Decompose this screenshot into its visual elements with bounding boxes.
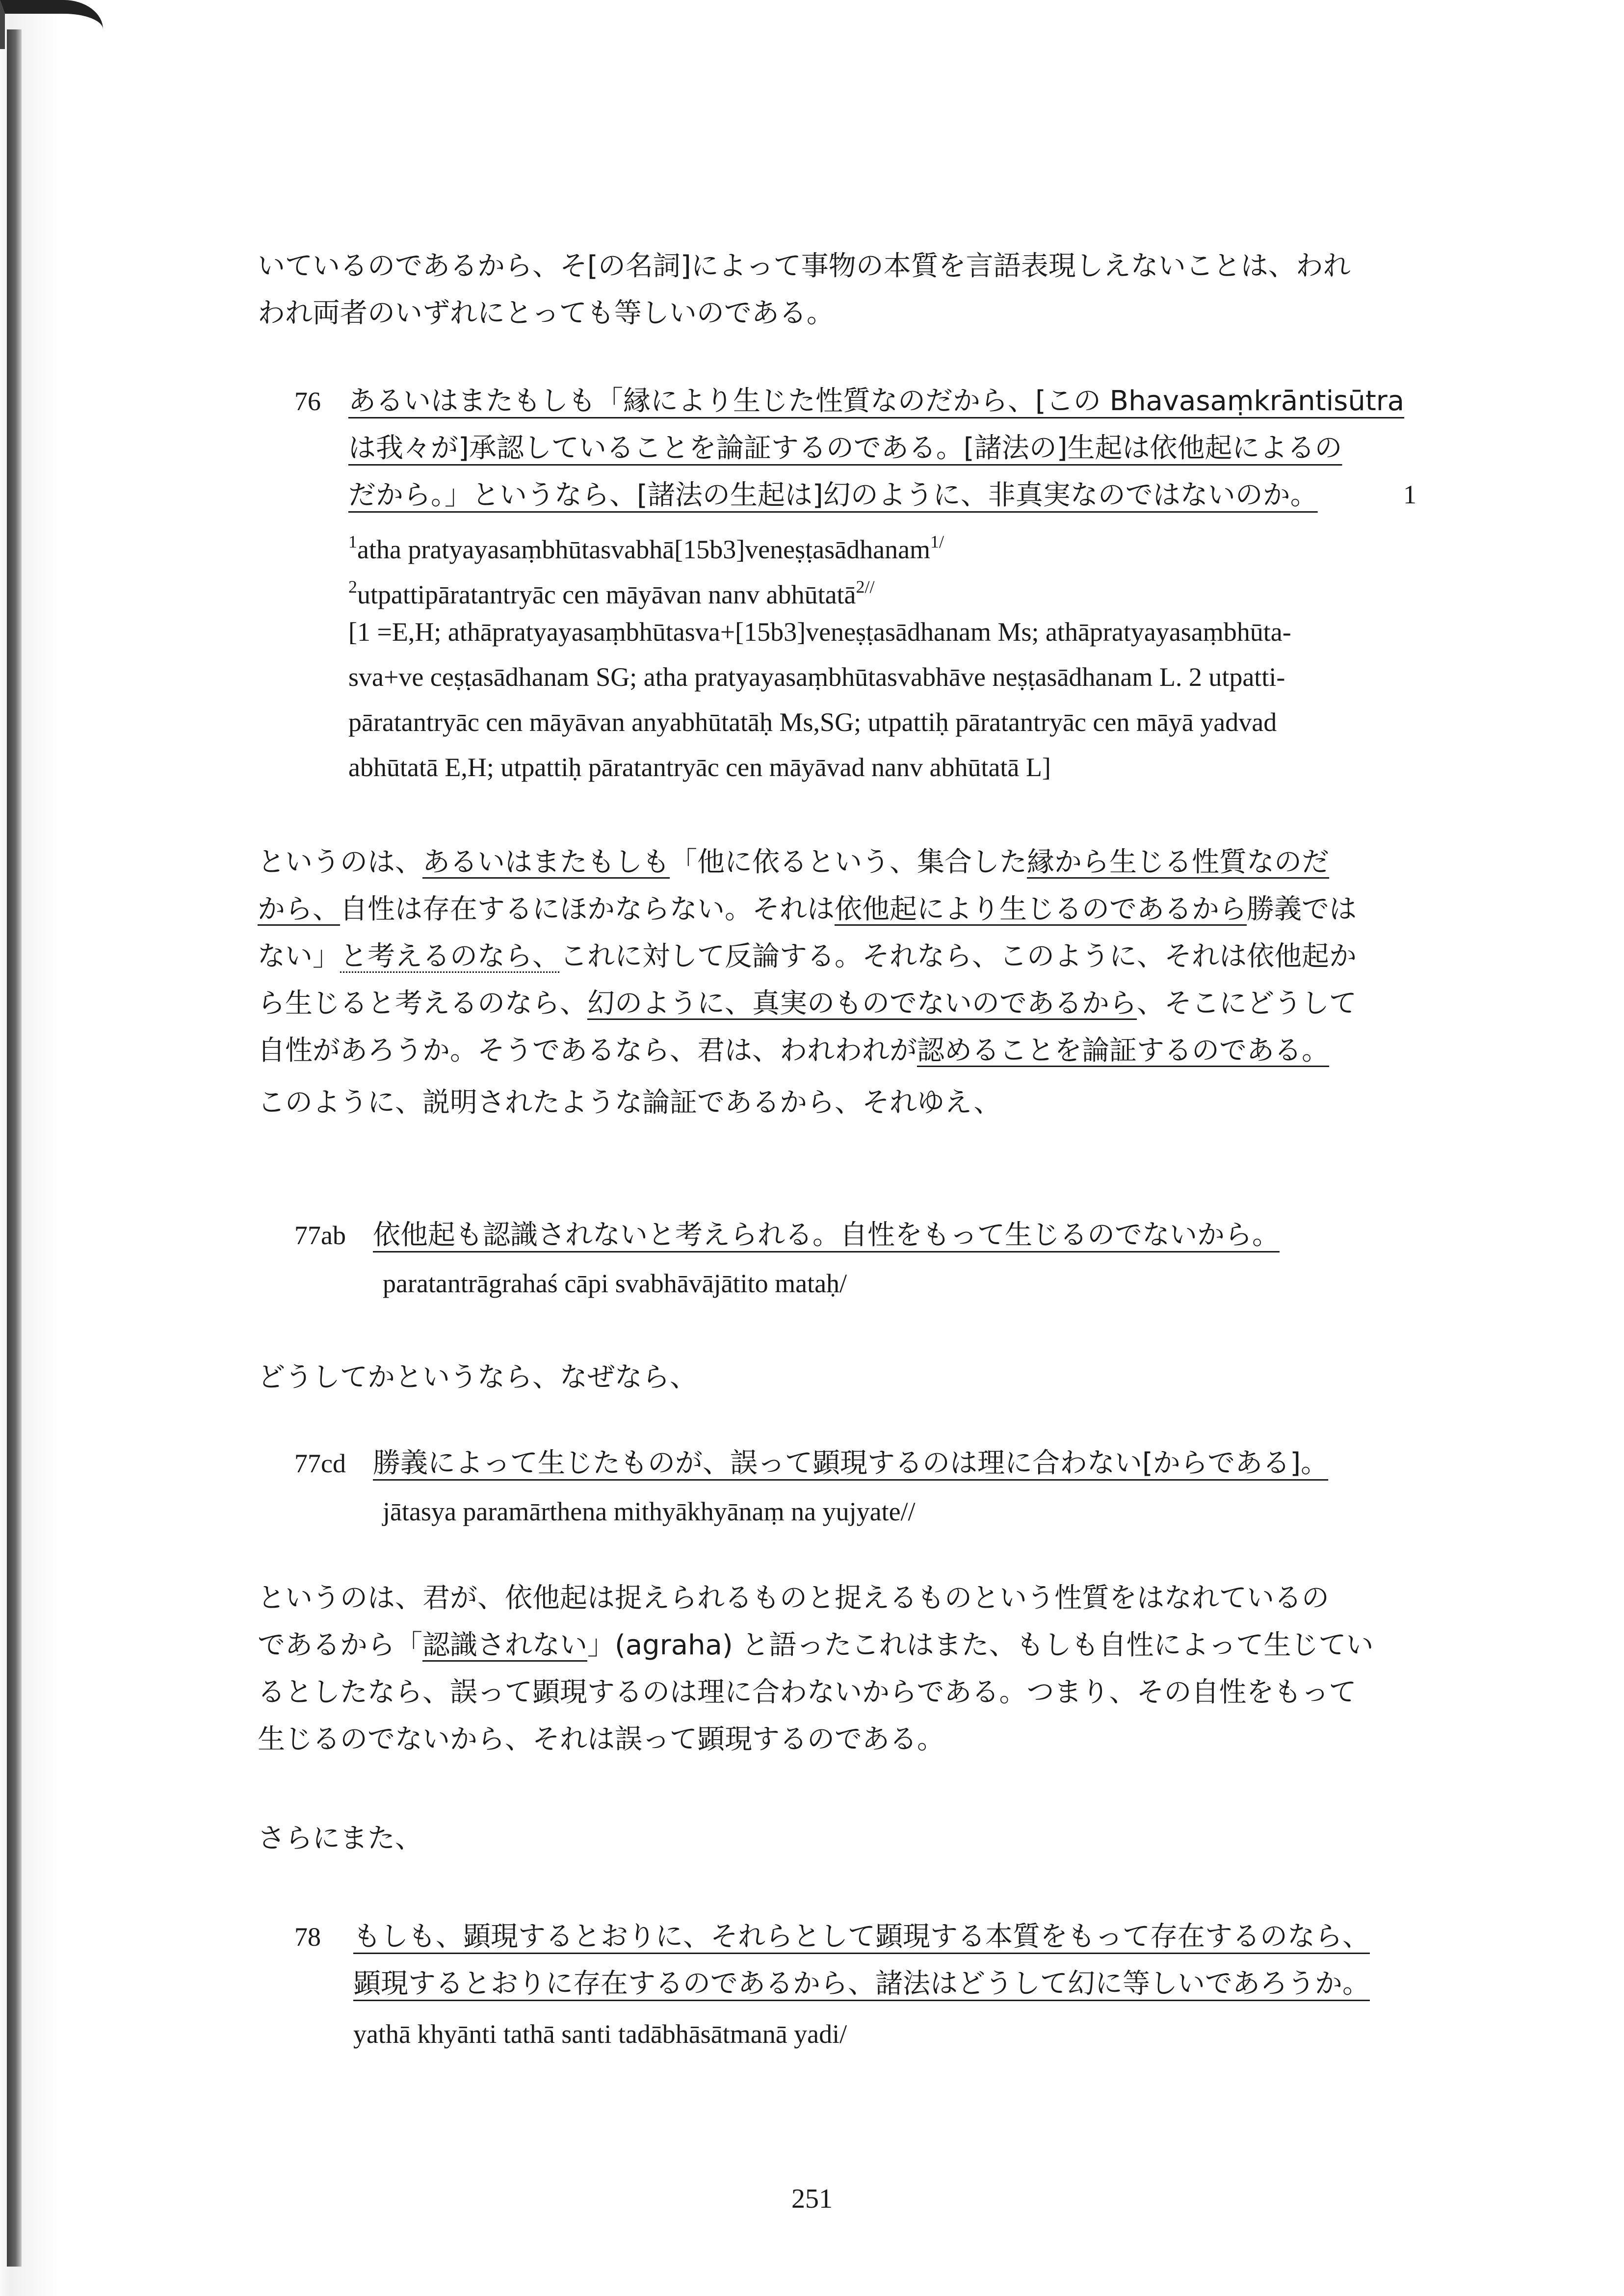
apparatus-line: [1 =E,H; athāpratyayasaṃbhūtasva+[15b3]veneṣṭasādhanam Ms; athāpratyayasaṃbhūta-	[348, 617, 1291, 647]
transition-line: どうしてかというなら、なぜなら、	[258, 1361, 697, 1393]
transition-paragraph	[258, 1079, 1425, 1126]
text-run: 勝義では	[1247, 893, 1357, 925]
text-run: 自性は存在するにほかならない。それは	[340, 893, 835, 925]
verse-line: 顕現するとおりに存在するのであるから、諸法はどうして幻に等しいであろうか。	[353, 1968, 1370, 2000]
text-run: 、そこにどうして	[1137, 988, 1357, 1019]
commentary-paragraph-2	[258, 1575, 1425, 1763]
verse-translation	[373, 1440, 1452, 1487]
apparatus-line: abhūtatā E,H; utpattiḥ pāratantryāc cen māyāvad nanv abhūtatā L]	[348, 753, 1051, 782]
apparatus-line: pāratantryāc cen māyāvan anyabhūtatāḥ Ms,SG; utpattiḥ pāratantryāc cen māyā yadvad	[348, 707, 1277, 737]
line-end-marker: 1	[1403, 480, 1416, 509]
underlined-run: 認識されない	[422, 1629, 587, 1661]
footnote-marker: 1	[348, 532, 357, 551]
commentary-line: 生じるのでないから、それは誤って顕現するのである。	[258, 1723, 944, 1755]
transition-paragraph	[258, 1354, 1425, 1401]
footnote-marker: 2//	[856, 577, 875, 597]
verse-number: 77ab	[294, 1221, 346, 1250]
commentary-line	[258, 839, 1425, 886]
verse-translation	[348, 378, 1428, 519]
verse-number: 76	[294, 387, 321, 416]
sanskrit-text: utpattipāratantryāc cen māyāvan nanv abhūtatā	[357, 580, 856, 609]
verse-line: は我々が]承認していることを論証するのである。[諸法の]生起は依他起によるの	[348, 432, 1342, 464]
intro-line: いているのであるから、そ[の名詞]によって事物の本質を言語表現しえないことは、われ	[258, 250, 1351, 282]
verse-line-last	[348, 472, 1428, 519]
commentary-line	[258, 1027, 1425, 1074]
transition-paragraph	[258, 1815, 1425, 1862]
text-run: これに対して反論する。それなら、このように、それは依他起か	[560, 940, 1357, 972]
verse-line-text: だから。」というなら、[諸法の生起は]幻のように、非真実なのではないのか。	[348, 479, 1318, 511]
verse-sanskrit	[383, 1261, 1462, 1306]
sanskrit-text: atha pratyayasaṃbhūtasvabhā[15b3]veneṣṭasādhanam	[357, 535, 931, 564]
footnote-marker: 2	[348, 577, 357, 597]
underlined-run: 依他起により生じるのであるから	[835, 893, 1247, 925]
commentary-line	[258, 933, 1425, 980]
transition-line: このように、説明されたような論証であるから、それゆえ、	[258, 1087, 1001, 1119]
sanskrit-pada	[348, 564, 1428, 609]
text-run: というのは、	[258, 846, 422, 878]
commentary-line	[258, 1622, 1425, 1669]
footnote-marker: 1/	[930, 532, 944, 551]
commentary-line: るとしたなら、誤って顕現するのは理に合わないからである。つまり、その自性をもって	[258, 1676, 1357, 1708]
text-run: ら生じると考えるのなら、	[258, 988, 587, 1019]
commentary-line: というのは、君が、依他起は捉えられるものと捉えるものという性質をはなれているの	[258, 1582, 1329, 1614]
verse-number: 78	[294, 1922, 321, 1952]
intro-line: われ両者のいずれにとっても等しいのである。	[258, 297, 834, 329]
text-run: であるから「	[258, 1629, 422, 1661]
underlined-run: あるいはまたもしも	[422, 846, 670, 878]
apparatus-line: sva+ve ceṣṭasādhanam SG; atha pratyayasaṃbhūtasvabhāve neṣṭasādhanam L. 2 utpatti-	[348, 662, 1285, 692]
commentary-line	[258, 886, 1425, 933]
text-run: 「他に依るという、集合した	[670, 846, 1027, 878]
text-run: ない」	[258, 940, 340, 972]
verse-sanskrit	[353, 2011, 1433, 2057]
verse-line: あるいはまたもしも「縁により生じた性質なのだから、[この Bhavasaṃkrāntisūtra	[348, 385, 1405, 417]
verse-line: 依他起も認識されないと考えられる。自性をもって生じるのでないから。	[373, 1219, 1280, 1251]
underlined-run: 幻のように、真実のものでないのであるから	[587, 988, 1137, 1019]
dotted-underlined-run: と考えるのなら、	[340, 940, 560, 972]
verse-sanskrit	[383, 1489, 1462, 1534]
verse-number: 77cd	[294, 1449, 346, 1478]
underlined-run: 縁から生じる性質なのだ	[1027, 846, 1329, 878]
verse-translation	[373, 1212, 1452, 1259]
sanskrit-pada: yathā khyānti tathā santi tadābhāsātmanā yadi/	[353, 2019, 847, 2049]
sanskrit-pada: paratantrāgrahaś cāpi svabhāvājātito mataḥ/	[383, 1269, 847, 1298]
verse-line: もしも、顕現するとおりに、それらとして顕現する本質をもって存在するのなら、	[353, 1921, 1370, 1953]
underlined-run: 認めることを論証するのである。	[917, 1035, 1329, 1067]
verse-translation	[353, 1913, 1433, 2008]
verse-sanskrit	[348, 519, 1428, 790]
transition-line: さらにまた、	[258, 1823, 422, 1854]
verse-line: 勝義によって生じたものが、誤って顕現するのは理に合わない[からである]。	[373, 1447, 1329, 1479]
commentary-paragraph-1	[258, 839, 1425, 1074]
text-run: 」(agraha) と語ったこれはまた、もしも自性によって生じてい	[587, 1629, 1374, 1661]
underlined-run: から、	[258, 893, 340, 925]
text-run: 自性があろうか。そうであるなら、君は、われわれが	[258, 1035, 917, 1067]
page-number: 251	[791, 2184, 833, 2214]
sanskrit-pada: jātasya paramārthena mithyākhyānaṃ na yujyate//	[383, 1497, 916, 1526]
intro-paragraph	[258, 243, 1425, 337]
commentary-line	[258, 980, 1425, 1027]
sanskrit-pada	[348, 519, 1428, 564]
